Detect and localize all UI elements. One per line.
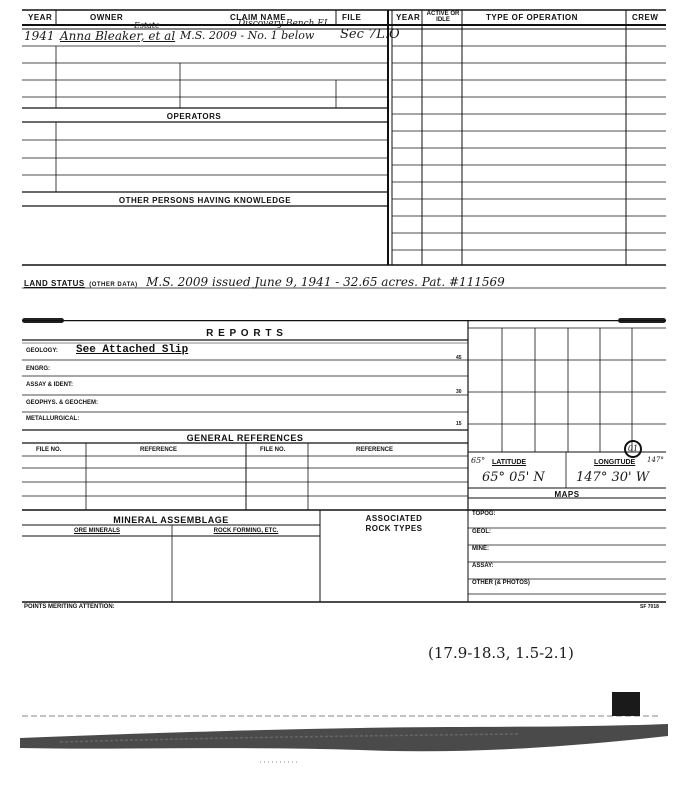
associated-rock-types-label: ASSOCIATED ROCK TYPES — [365, 514, 423, 533]
other-persons-heading: OTHER PERSONS HAVING KNOWLEDGE — [118, 196, 292, 205]
maps-geol: GEOL: — [472, 529, 491, 535]
land-status-sub: (OTHER DATA) — [89, 282, 138, 288]
engrg-label: ENGRG: — [26, 366, 50, 372]
maps-title: MAPS — [554, 490, 580, 499]
longitude-value: 147° 30' W — [576, 470, 650, 485]
ref-col-reference-1: REFERENCE — [140, 447, 178, 453]
header-type-of-operation: TYPE OF OPERATION — [486, 13, 578, 22]
ref-col-reference-2: REFERENCE — [356, 447, 394, 453]
general-references-title: GENERAL REFERENCES — [186, 433, 304, 443]
scan-smear — [0, 700, 678, 780]
lat-prefix: 65° — [471, 456, 486, 465]
geophys-label: GEOPHYS. & GEOCHEM: — [26, 400, 99, 406]
entry-owner-insert: Estate — [134, 21, 160, 30]
entry-claim-above: Discovery Bench EL — [238, 19, 330, 29]
header-active-idle: ACTIVE OR IDLE — [426, 11, 460, 23]
reports-title: R E P O R T S — [206, 328, 284, 339]
maps-topog: TOPOG: — [472, 511, 496, 517]
metallurgical-label: METALLURGICAL: — [26, 416, 80, 422]
geology-label: GEOLOGY: — [26, 348, 58, 354]
land-status-label: LAND STATUS — [24, 279, 85, 288]
header-file: FILE — [342, 13, 362, 22]
land-status-text: M.S. 2009 issued June 9, 1941 - 32.65 acres. Pat. #111569 — [146, 275, 505, 289]
latitude-value: 65° 05' N — [482, 470, 545, 485]
lower-form-grid — [0, 320, 678, 610]
operators-heading: OPERATORS — [166, 112, 222, 121]
land-status — [24, 273, 505, 291]
lon-suffix: 147° — [647, 456, 664, 464]
points-meriting-attention: POINTS MERITING ATTENTION: — [24, 604, 115, 610]
scale-45: 45 — [456, 355, 462, 361]
ref-col-file-no-1: FILE NO. — [36, 447, 62, 453]
header-year-2: YEAR — [396, 13, 421, 22]
circled-number: 01 — [624, 440, 642, 458]
longitude-label: LONGITUDE — [594, 459, 636, 466]
entry-owner: Anna Bleaker, et al — [60, 29, 176, 43]
header-year: YEAR — [28, 13, 53, 22]
entry-file: Sec 7L.O — [340, 27, 400, 42]
scale-15: 15 — [456, 421, 462, 427]
form-number: SF 7018 — [640, 604, 659, 610]
scale-30: 30 — [456, 389, 462, 395]
maps-other: OTHER (& PHOTOS) — [472, 580, 530, 586]
maps-mine: MINE: — [472, 546, 489, 552]
top-form-grid — [0, 0, 678, 300]
latitude-label: LATITUDE — [492, 459, 527, 466]
maps-assay: ASSAY: — [472, 563, 494, 569]
assay-label: ASSAY & IDENT: — [26, 382, 74, 388]
header-crew: CREW — [632, 13, 659, 22]
entry-claim: M.S. 2009 - No. 1 below — [180, 29, 315, 42]
header-claim-name: CLAIM NAME — [230, 13, 287, 22]
ref-col-file-no-2: FILE NO. — [260, 447, 286, 453]
ore-minerals-label: ORE MINERALS — [73, 528, 120, 534]
header-owner: OWNER — [90, 13, 124, 22]
entry-year: 1941 — [24, 29, 55, 43]
geology-value: See Attached Slip — [76, 344, 189, 356]
mineral-assemblage-title: MINERAL ASSEMBLAGE — [113, 515, 229, 525]
handwritten-note: (17.9-18.3, 1.5-2.1) — [428, 644, 574, 662]
rock-forming-label: ROCK FORMING, ETC. — [213, 528, 279, 534]
